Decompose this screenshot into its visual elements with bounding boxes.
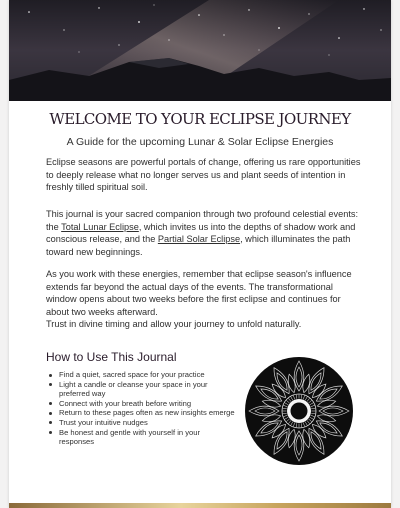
list-item: Return to these pages often as new insights emerge <box>47 408 237 418</box>
intro-text-2 <box>46 208 364 258</box>
list-item: Trust your intuitive nudges <box>47 418 237 428</box>
intro-text-2-start: This journal is your sacred companion through two profound celestial events: the <box>46 209 359 232</box>
list-item: Light a candle or cleanse your space in your preferred way <box>47 380 237 399</box>
list-item: Connect with your breath before writing <box>47 399 237 409</box>
partial-solar-eclipse-link[interactable]: Partial Solar Eclipse <box>157 234 241 244</box>
intro-paragraph-2 <box>46 208 364 258</box>
page-subtitle: A Guide for the upcoming Lunar & Solar Eclipse Energies <box>66 136 334 148</box>
intro-paragraph-3 <box>46 268 364 331</box>
how-to-heading: How to Use This Journal <box>46 350 177 364</box>
eclipse-mandala-image <box>245 357 353 465</box>
intro-text-1: Eclipse seasons are powerful portals of change, offering us rare opportunities to deeply release what no longer serves us and plant seeds of intention in freshly tilled spiritual soil. <box>46 157 361 192</box>
page-title: WELCOME TO YOUR ECLIPSE JOURNEY <box>49 110 351 128</box>
how-to-list <box>47 370 237 447</box>
intro-text-2-end: , which illuminates the path toward new beginnings. <box>46 234 351 257</box>
total-lunar-eclipse-link[interactable]: Total Lunar Eclipse <box>61 221 139 232</box>
list-item: Find a quiet, sacred space for your practice <box>47 370 237 380</box>
intro-text-3: As you work with these energies, remember that eclipse season's influence extends far beyond the actual days of the events. The transformational window opens about two weeks before the first eclipse and continues for about two weeks afterward. <box>46 269 352 317</box>
intro-paragraph-1 <box>46 156 364 194</box>
gold-footer-bar <box>9 503 391 508</box>
intro-text-2-middle: , which invites us into the depths of shadow work and conscious release, and the <box>46 221 356 244</box>
intro-text-3-closing: Trust in divine timing and allow your journey to unfold naturally. <box>46 319 302 329</box>
list-item: Be honest and gentle with yourself in your responses <box>47 428 237 447</box>
night-sky-banner <box>9 0 391 101</box>
journal-page <box>9 0 391 508</box>
